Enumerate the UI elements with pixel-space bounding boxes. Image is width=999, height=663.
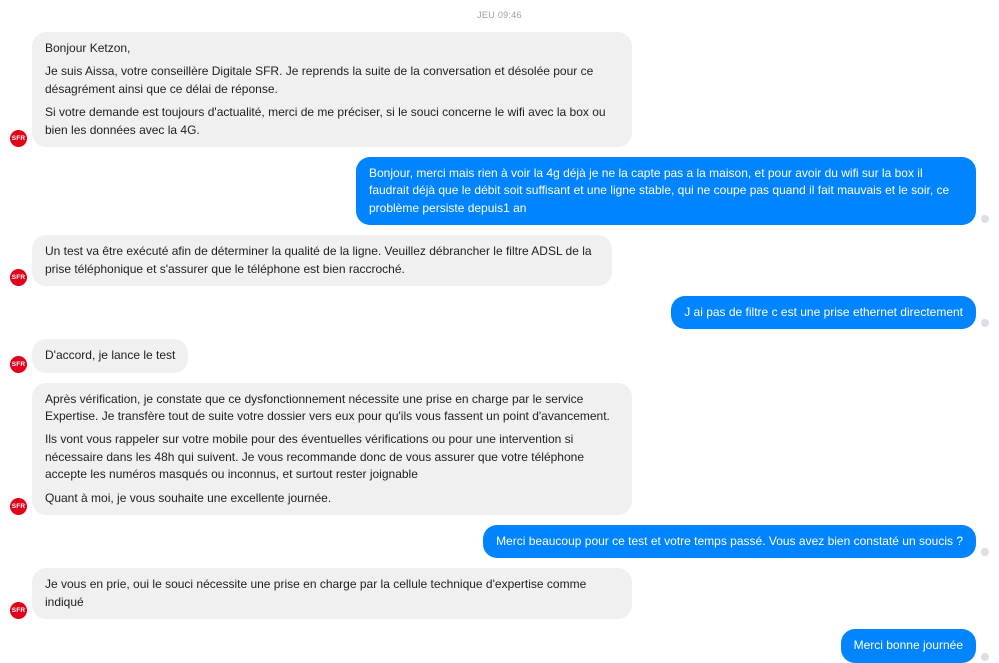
- message-text: Après vérification, je constate que ce dysfonctionnement nécessite une prise en charge par le service Expertise. Je transfère tout de suite votre dossier vers eux pour qu'ils vous fassent un point d'avancement.: [45, 391, 610, 424]
- message-text: Un test va être exécuté afin de déterminer la qualité de la ligne. Veuillez débrancher le filtre ADSL de la prise téléphonique et s'assurer que le téléphone est bien raccroché.: [45, 244, 592, 276]
- message-row: [10, 629, 989, 662]
- message-text: Bonjour Ketzon,: [45, 41, 131, 55]
- message-text: Bonjour, merci mais rien à voir la 4g déjà je ne la capte pas a la maison, et pour avoir du wifi sur la box il faudrait déjà que le débit soit suffisant et une ligne stable, qui ne coupe pas quand il fait mauvais et le soir, ce problème persiste depuis1 an: [369, 165, 950, 215]
- message-row: [10, 296, 989, 329]
- avatar: SFR: [10, 130, 27, 147]
- message-row: [10, 383, 989, 515]
- message-row: [10, 32, 989, 147]
- message-bubble-outgoing[interactable]: [671, 296, 976, 329]
- message-bubble-incoming[interactable]: [32, 32, 632, 147]
- message-bubble-outgoing[interactable]: [356, 157, 976, 225]
- message-text: Je vous en prie, oui le souci nécessite une prise en charge par la cellule technique d'expertise comme indiqué: [45, 577, 587, 609]
- message-row: [10, 525, 989, 558]
- read-receipt-icon: [981, 653, 989, 661]
- message-bubble-incoming[interactable]: [32, 235, 612, 286]
- message-text: Si votre demande est toujours d'actualité, merci de me préciser, si le souci concerne le wifi avec la box ou bien les données avec la 4G.: [45, 105, 606, 137]
- message-bubble-outgoing[interactable]: [483, 525, 976, 558]
- avatar: SFR: [10, 356, 27, 373]
- avatar: SFR: [10, 269, 27, 286]
- read-receipt-icon: [981, 215, 989, 223]
- message-row: [10, 339, 989, 372]
- message-row: [10, 235, 989, 286]
- message-text: Quant à moi, je vous souhaite une excellente journée.: [45, 490, 332, 505]
- message-bubble-incoming[interactable]: [32, 568, 632, 619]
- read-receipt-icon: [981, 319, 989, 327]
- read-receipt-icon: [981, 548, 989, 556]
- message-bubble-incoming[interactable]: [32, 339, 188, 372]
- message-text: Ils vont vous rappeler sur votre mobile pour des éventuelles vérifications ou pour une intervention si nécessaire dans les 48h qui suivent. Je vous recommande donc de vous assurer que votre téléphone accepte les numéros masqués ou inconnus, et surtout rester joignable: [45, 432, 584, 482]
- message-row: [10, 568, 989, 619]
- message-text: J ai pas de filtre c est une prise ethernet directement: [684, 304, 963, 319]
- message-text: D'accord, je lance le test: [45, 348, 176, 363]
- message-text: Merci beaucoup pour ce test et votre temps passé. Vous avez bien constaté un soucis ?: [496, 534, 963, 549]
- avatar: SFR: [10, 602, 27, 619]
- message-bubble-outgoing[interactable]: [841, 629, 976, 662]
- message-bubble-incoming[interactable]: [32, 383, 632, 515]
- message-row: [10, 157, 989, 225]
- message-text: Je suis Aissa, votre conseillère Digitale SFR. Je reprends la suite de la conversation et désolée pour ce désagrément ainsi que ce délai de réponse.: [45, 64, 594, 96]
- day-timestamp: JEU 09:46: [477, 10, 522, 20]
- avatar: SFR: [10, 498, 27, 515]
- message-text: Merci bonne journée: [853, 638, 963, 653]
